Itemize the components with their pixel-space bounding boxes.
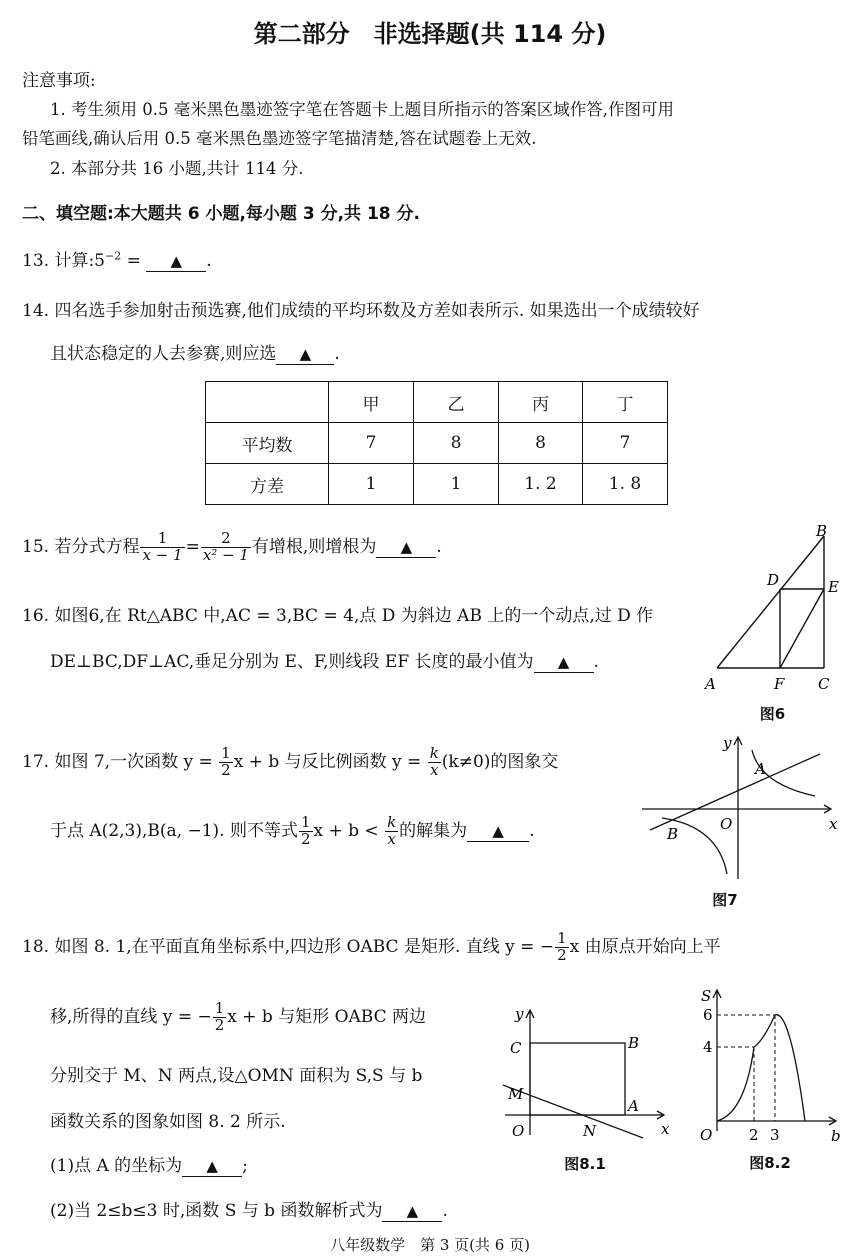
question-17-text: 如图 7,一次函数 y = (54, 751, 219, 772)
triangle-mark: ▲ (492, 821, 504, 840)
notice-item-1-line-2: 铅笔画线,确认后用 0.5 毫米黑色墨迹签字笔描清楚,答在试题卷上无效. (22, 129, 537, 148)
fraction (385, 815, 398, 848)
fraction-numerator: 1 (221, 744, 231, 762)
question-14-text: 四名选手参加射击预选赛,他们成绩的平均环数及方差如表所示. 如果选出一个成绩较好 (54, 301, 700, 321)
question-16-line-1 (22, 601, 653, 626)
question-18-text-2: x 由原点开始向上平 (569, 936, 721, 957)
question-18-text: 如图 8. 1,在平面直角坐标系中,四边形 OABC 是矩形. 直线 y = − (54, 936, 555, 957)
figure-7-diagram (640, 732, 840, 882)
point-label-a: A (755, 760, 766, 778)
question-18-text-4: x + b 与矩形 OABC 两边 (227, 1006, 427, 1027)
table-header-cell: 丁 (583, 382, 668, 423)
figure-7-caption: 图7 (712, 891, 738, 909)
question-14-text-2: 且状态稳定的人去参赛,则应选 (50, 344, 277, 364)
table-cell: 7 (583, 423, 668, 464)
table-row (206, 464, 668, 505)
fraction-numerator: 1 (140, 531, 184, 548)
point-label-b: B (816, 522, 828, 540)
table-header-cell: 甲 (329, 382, 414, 423)
fraction (428, 746, 441, 779)
answer-blank[interactable] (467, 821, 529, 842)
fraction-numerator: k (429, 744, 439, 762)
answer-blank[interactable] (376, 537, 436, 558)
question-number: 13. (22, 251, 50, 271)
tick-label-3: 3 (770, 1126, 780, 1144)
question-17-text-5: x + b < (313, 820, 385, 841)
fraction-denominator: 2 (214, 1015, 225, 1034)
figure-6-diagram (700, 522, 845, 702)
question-17-text-4: 于点 A(2,3),B(a, −1). 则不等式 (50, 820, 298, 841)
table-cell: 1. 8 (583, 464, 668, 505)
fraction-numerator: 2 (201, 531, 251, 548)
fraction-denominator: x (430, 760, 439, 779)
axis-label-s: S (701, 987, 712, 1005)
table-cell: 1 (329, 464, 414, 505)
table-cell: 平均数 (206, 423, 329, 464)
point-label-n: N (583, 1122, 597, 1140)
point-label-a: A (705, 675, 716, 693)
origin-label: O (720, 815, 733, 833)
triangle-mark: ▲ (170, 252, 183, 270)
fraction (201, 531, 251, 564)
fraction-denominator: 2 (221, 760, 231, 779)
table-header-cell (206, 382, 329, 423)
triangle-mark: ▲ (299, 345, 312, 363)
answer-blank[interactable] (146, 251, 206, 272)
fraction-numerator: 1 (214, 999, 225, 1017)
question-18-sub-1 (50, 1151, 248, 1177)
fraction-denominator: 2 (557, 945, 567, 964)
question-18-sub-2-text: (2)当 2≤b≤3 时,函数 S 与 b 函数解析式为 (50, 1201, 383, 1221)
answer-blank[interactable] (276, 344, 334, 365)
point-label-c: C (510, 1039, 522, 1057)
page-footer: 八年级数学 第 3 页(共 6 页) (330, 1236, 530, 1254)
question-17-text-2: x + b 与反比例函数 y = (233, 751, 427, 772)
question-number: 16. (22, 606, 50, 626)
semicolon: ; (242, 1156, 248, 1176)
answer-blank[interactable] (182, 1156, 242, 1177)
question-15-text-2: 有增根,则增根为 (251, 536, 377, 557)
score-table (205, 381, 668, 505)
question-16-line-2: DE⊥BC,DF⊥AC,垂足分别为 E、F,则线段 EF 长度的最小值为 ▲ . (50, 652, 599, 672)
table-cell: 8 (499, 423, 583, 464)
figure-8-1 (495, 1003, 675, 1173)
point-label-a: A (628, 1097, 639, 1115)
fraction-denominator: x − 1 (142, 545, 183, 564)
figure-8-2-caption: 图8.2 (749, 1154, 791, 1172)
table-header-cell: 丙 (499, 382, 583, 423)
point-label-e: E (828, 578, 839, 596)
notice-item-1-line-1: 1. 考生须用 0.5 毫米黑色墨迹签字笔在答题卡上题目所指示的答案区域作答,作图可用 (50, 100, 674, 119)
question-18-line-1 (22, 931, 721, 964)
page-title: 第二部分 非选择题(共 114 分) (253, 20, 607, 48)
fraction-denominator: 2 (300, 829, 311, 848)
equals-sign: = (185, 536, 200, 557)
figure-6 (700, 522, 845, 727)
question-14-line-2: 且状态稳定的人去参赛,则应选 ▲ . (50, 344, 340, 364)
tick-label-4: 4 (703, 1038, 713, 1056)
point-label-b: B (628, 1034, 640, 1052)
question-number: 14. (22, 301, 50, 321)
fraction (299, 815, 313, 848)
question-18-sub-2: (2)当 2≤b≤3 时,函数 S 与 b 函数解析式为 ▲ . (50, 1201, 448, 1221)
table-header-row (206, 382, 668, 423)
fraction-denominator: x² − 1 (202, 545, 249, 564)
table-header-cell: 乙 (414, 382, 499, 423)
question-13-exponent: −2 (105, 249, 122, 263)
fraction-numerator: 1 (557, 929, 567, 947)
axis-label-b: b (831, 1127, 841, 1145)
figure-8-2-diagram (695, 985, 845, 1150)
fraction-numerator: k (387, 813, 397, 831)
question-number: 15. (22, 536, 50, 557)
question-13: 13. 计算$:5^{-2}$ = ▲ . (22, 249, 212, 271)
figure-8-2 (695, 985, 845, 1175)
table-cell: 1. 2 (499, 464, 583, 505)
table-cell: 方差 (206, 464, 329, 505)
table-cell: 8 (414, 423, 499, 464)
point-label-m: M (508, 1085, 524, 1103)
question-15: 15. 若分式方程 $\frac{1}{x - 1}$ = $\frac{2}{\text{x² − 1}}$ 有增根,则增根为 ▲ . (22, 529, 442, 564)
question-18-text-3: 移,所得的直线 y = − (50, 1006, 212, 1027)
axis-label-y: y (723, 734, 732, 752)
point-label-c: C (818, 675, 830, 693)
question-17-line-1 (22, 746, 558, 779)
question-16-text-2: DE⊥BC,DF⊥AC,垂足分别为 E、F,则线段 EF 长度的最小值为 (50, 652, 534, 672)
question-17-text-3: (k≠0)的图象交 (441, 751, 559, 772)
origin-label: O (700, 1126, 713, 1144)
tick-label-2: 2 (749, 1126, 759, 1144)
section-heading: 二、填空题:本大题共 6 小题,每小题 3 分,共 18 分. (22, 204, 420, 224)
equals-sign: = (121, 251, 147, 271)
table-row (206, 423, 668, 464)
notice-item-2: 2. 本部分共 16 小题,共计 114 分. (50, 159, 304, 178)
answer-blank[interactable] (534, 652, 594, 673)
fraction-numerator: 1 (300, 813, 311, 831)
figure-6-caption: 图6 (759, 705, 786, 723)
fraction (213, 1001, 227, 1034)
axis-label-x: x (829, 815, 838, 833)
axis-label-x: x (661, 1120, 670, 1138)
point-label-f: F (774, 675, 785, 693)
figure-8-1-diagram (495, 1003, 675, 1148)
axis-label-y: y (515, 1005, 524, 1023)
point-label-d: D (767, 571, 780, 589)
table-cell: 7 (329, 423, 414, 464)
question-14-line-1 (22, 296, 700, 321)
question-number: 18. (22, 936, 50, 957)
origin-label: O (512, 1122, 525, 1140)
question-16-text: 如图6,在 Rt△ABC 中,AC = 3,BC = 4,点 D 为斜边 AB 上的一个动点,过 D 作 (54, 606, 654, 626)
question-15-text: 若分式方程 (54, 536, 140, 557)
table-cell: 1 (414, 464, 499, 505)
triangle-mark: ▲ (406, 1202, 419, 1220)
fraction (555, 931, 569, 964)
question-18-line-2 (50, 1001, 426, 1034)
triangle-mark: ▲ (557, 653, 570, 671)
fraction (219, 746, 233, 779)
notice-heading: 注意事项: (22, 71, 96, 91)
triangle-mark: ▲ (400, 537, 413, 556)
answer-blank[interactable] (382, 1201, 442, 1222)
question-17-line-2: 于点 A(2,3),B(a, −1). 则不等式 $\frac{1}{2}$ x + b < $\frac{k}{x}$ 的解集为 ▲ . (50, 813, 535, 848)
fraction-denominator: x (387, 829, 396, 848)
tick-label-6: 6 (703, 1006, 713, 1024)
triangle-mark: ▲ (206, 1157, 218, 1175)
question-18-line-4: 函数关系的图象如图 8. 2 所示. (50, 1112, 286, 1132)
fraction (140, 531, 184, 564)
question-18-line-3: 分别交于 M、N 两点,设△OMN 面积为 S,S 与 b (50, 1066, 423, 1086)
question-number: 17. (22, 751, 50, 772)
question-18-sub-1-text: (1)点 A 的坐标为 (50, 1156, 183, 1176)
question-13-text: 计算:5 (54, 251, 105, 271)
figure-7 (640, 732, 840, 907)
question-17-text-6: 的解集为 (399, 820, 468, 841)
figure-8-1-caption: 图8.1 (564, 1155, 606, 1173)
point-label-b: B (667, 825, 679, 843)
